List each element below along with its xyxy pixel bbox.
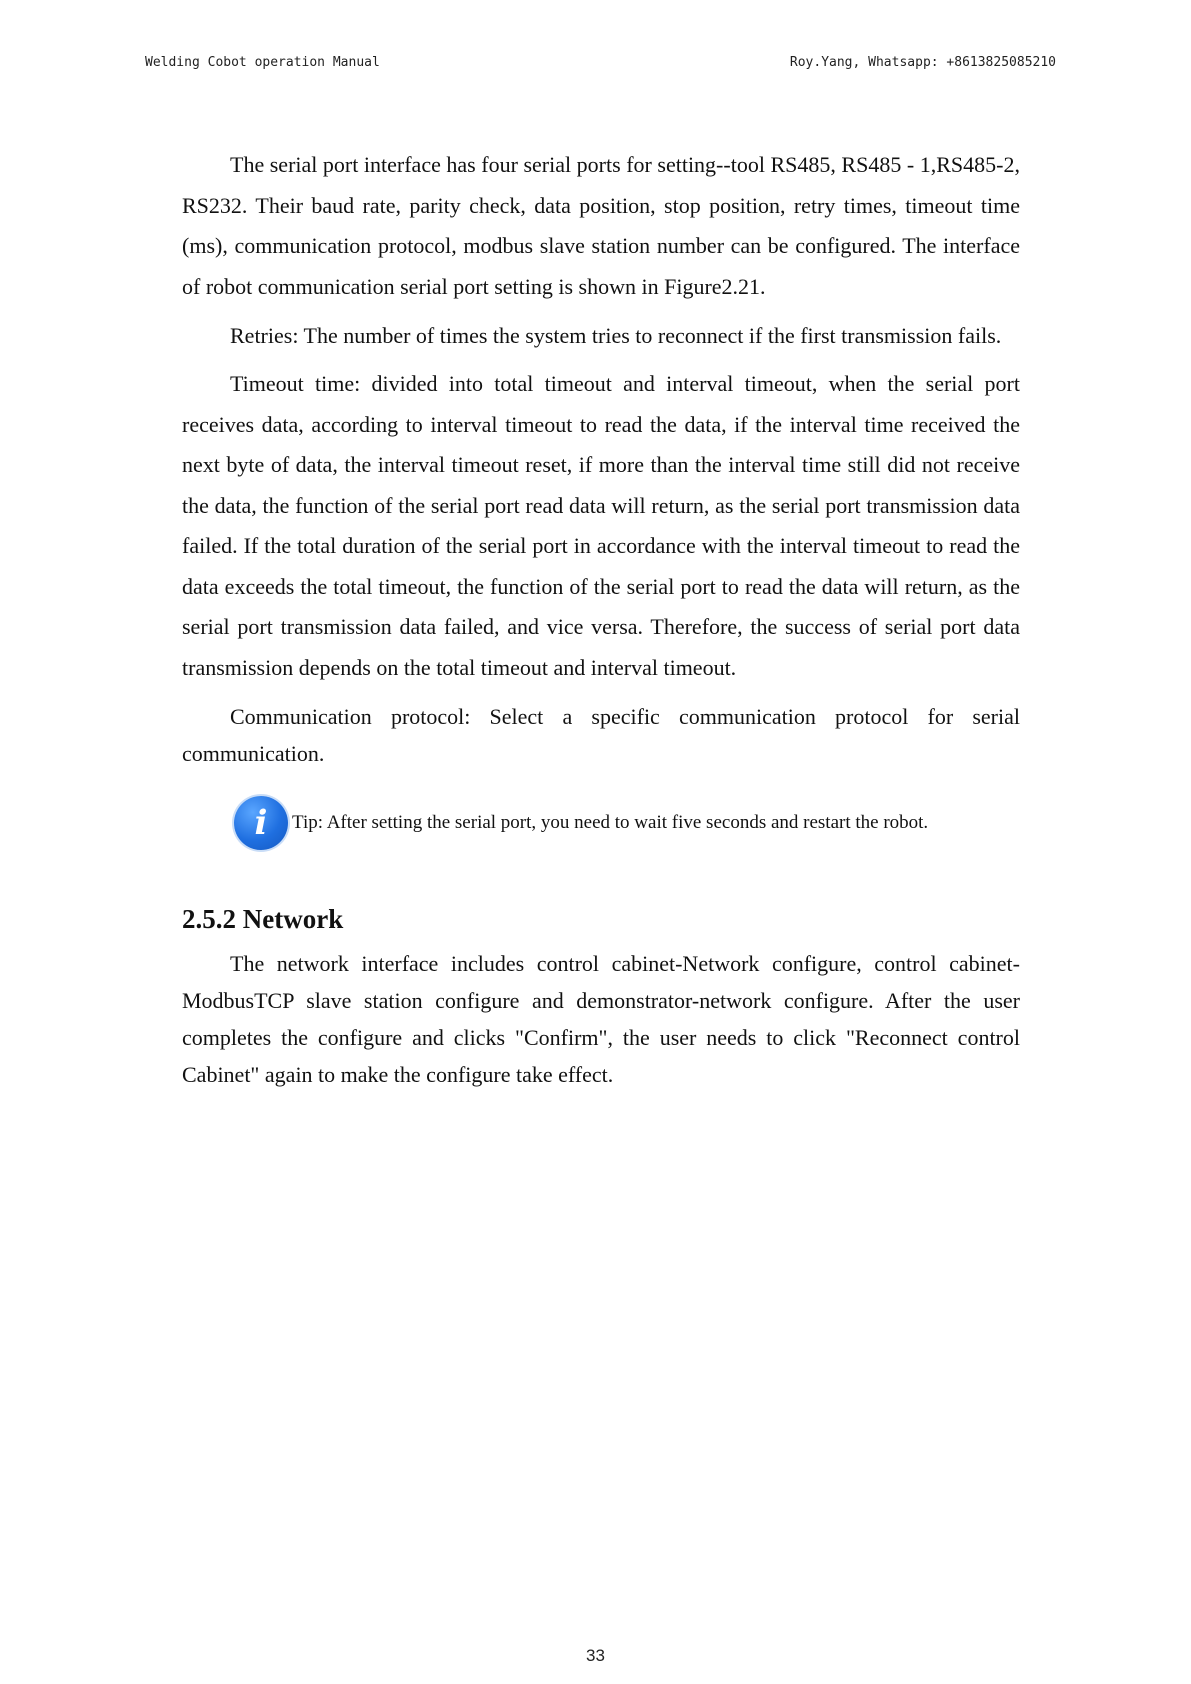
header-title: Welding Cobot operation Manual (145, 55, 380, 70)
document-body (182, 145, 1020, 1093)
tip-box (234, 796, 1020, 850)
paragraph-timeout: Timeout time: divided into total timeout and interval timeout, when the serial port receives data, according to interval timeout to read the data, if the interval time received the next byte of data, the interval timeout reset, if more than the interval time still did not receive the data, the function of the serial port read data will return, as the serial port transmission data failed. If the total duration of the serial port in accordance with the interval timeout to read the data exceeds the total timeout, the function of the serial port to read the data will return, as the serial port transmission data failed, and vice versa. Therefore, the success of serial port data transmission depends on the total timeout and interval timeout. (182, 371, 1020, 680)
paragraph-retries: Retries: The number of times the system tries to reconnect if the first transmission fails. (230, 323, 1002, 348)
header-contact: Roy.Yang, Whatsapp: +8613825085210 (789, 55, 1056, 70)
tip-text: Tip: After setting the serial port, you need to wait five seconds and restart the robot. (292, 812, 929, 833)
paragraph-protocol: Communication protocol: Select a specific communication protocol for serial communication. (182, 704, 1020, 766)
info-icon: i (234, 796, 288, 850)
paragraph-network: The network interface includes control cabinet-Network configure, control cabinet-ModbusTCP slave station configure and demonstrator-network configure. After the user completes the configure and clicks "Confirm", the user needs to click "Reconnect control Cabinet" again to make the configure take effect. (182, 951, 1020, 1087)
paragraph-serial-port: The serial port interface has four serial ports for setting--tool RS485, RS485 - 1,RS485-2, RS232. Their baud rate, parity check, data position, stop position, retry times, timeout time (ms), communication protocol, modbus slave station number can be configured. The interface of robot communication serial port setting is shown in Figure2.21. (182, 152, 1020, 299)
section-heading: 2.5.2 Network (182, 904, 344, 934)
page-number: 33 (586, 1646, 605, 1665)
